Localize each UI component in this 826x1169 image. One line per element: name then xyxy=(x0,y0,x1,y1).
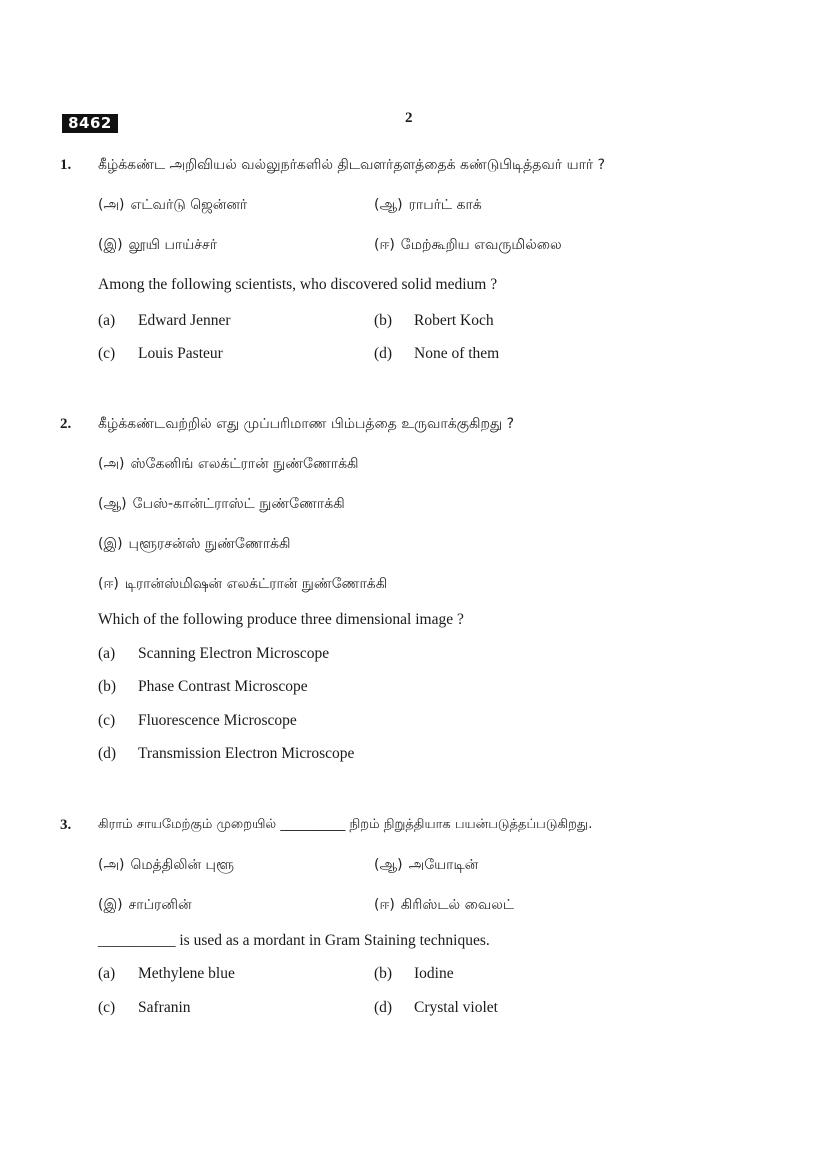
option-label: (ஈ) xyxy=(374,237,395,253)
option-label: (a) xyxy=(98,645,116,662)
option-label: (அ) xyxy=(98,857,125,873)
option-text: சாப்ரனின் xyxy=(128,897,192,913)
option-label: (இ) xyxy=(98,897,123,913)
option-text: கிரிஸ்டல் வைலட் xyxy=(400,897,515,913)
option-label: (d) xyxy=(374,345,393,362)
option-label: (ஆ) xyxy=(374,197,403,213)
english-option-b xyxy=(374,312,494,330)
english-option-b xyxy=(98,678,308,696)
english-option-d xyxy=(374,345,499,363)
tamil-option-c xyxy=(98,897,192,915)
tamil-option-a xyxy=(98,197,247,215)
option-label: (d) xyxy=(98,745,117,762)
tamil-question: கீழ்க்கண்டவற்றில் எது முப்பரிமாண பிம்பத்தை உருவாக்குகிறது ? xyxy=(98,416,515,432)
option-text: ஸ்கேனிங் எலக்ட்ரான் நுண்ணோக்கி xyxy=(130,456,359,472)
option-label: (c) xyxy=(98,999,116,1016)
option-label: (அ) xyxy=(98,456,125,472)
option-text: Methylene blue xyxy=(138,965,235,982)
tamil-option-c xyxy=(98,536,290,554)
english-option-a xyxy=(98,965,235,983)
tamil-option-b xyxy=(98,496,345,514)
english-question: Which of the following produce three dimensional image ? xyxy=(98,611,464,628)
tamil-question: கீழ்க்கண்ட அறிவியல் வல்லுநர்களில் திடவளர்தளத்தைக் கண்டுபிடித்தவர் யார் ? xyxy=(98,157,606,173)
tamil-option-c xyxy=(98,237,217,255)
english-option-b xyxy=(374,965,454,983)
option-label: (a) xyxy=(98,965,116,982)
tamil-option-b xyxy=(374,197,482,215)
option-text: அயோடின் xyxy=(408,857,479,873)
english-option-c xyxy=(98,345,223,363)
option-text: லூயி பாய்ச்சர் xyxy=(128,237,218,253)
option-text: None of them xyxy=(414,345,500,362)
english-option-a xyxy=(98,645,329,663)
option-text: Phase Contrast Microscope xyxy=(138,678,308,695)
option-text: Scanning Electron Microscope xyxy=(138,645,330,662)
tamil-option-a xyxy=(98,456,359,474)
option-label: (d) xyxy=(374,999,393,1016)
page-number: 2 xyxy=(405,110,413,126)
english-option-d xyxy=(374,999,498,1017)
option-text: Louis Pasteur xyxy=(138,345,223,362)
english-question: __________ is used as a mordant in Gram Staining techniques. xyxy=(98,932,490,949)
option-text: Robert Koch xyxy=(414,312,494,329)
option-text: Safranin xyxy=(138,999,191,1016)
paper-code-badge: 8462 xyxy=(62,114,118,133)
option-label: (b) xyxy=(98,678,117,695)
tamil-question: கிராம் சாயமேற்கும் முறையில் __________ நிறம் நிறுத்தியாக பயன்படுத்தப்படுகிறது. xyxy=(98,817,593,832)
tamil-option-d xyxy=(374,237,562,255)
option-label: (b) xyxy=(374,965,393,982)
option-label: (ஈ) xyxy=(98,576,119,592)
english-question: Among the following scientists, who discovered solid medium ? xyxy=(98,276,498,293)
option-label: (b) xyxy=(374,312,393,329)
option-text: மேற்கூறிய எவருமில்லை xyxy=(400,237,562,253)
option-text: புளூரசன்ஸ் நுண்ணோக்கி xyxy=(128,536,291,552)
tamil-option-d xyxy=(374,897,514,915)
option-label: (c) xyxy=(98,712,116,729)
tamil-option-a xyxy=(98,857,234,875)
option-label: (a) xyxy=(98,312,116,329)
option-text: Crystal violet xyxy=(414,999,498,1016)
option-label: (இ) xyxy=(98,536,123,552)
option-text: Edward Jenner xyxy=(138,312,231,329)
question-number: 2. xyxy=(60,416,72,432)
option-text: ராபர்ட் காக் xyxy=(408,197,482,213)
english-option-d xyxy=(98,745,354,763)
option-text: Fluorescence Microscope xyxy=(138,712,297,729)
option-label: (ஈ) xyxy=(374,897,395,913)
option-text: மெத்திலின் புளூ xyxy=(130,857,234,873)
tamil-option-d xyxy=(98,576,387,594)
tamil-option-b xyxy=(374,857,478,875)
option-text: Iodine xyxy=(414,965,454,982)
english-option-c xyxy=(98,999,191,1017)
option-text: எட்வர்டு ஜென்னர் xyxy=(130,197,248,213)
option-text: Transmission Electron Microscope xyxy=(138,745,355,762)
english-option-a xyxy=(98,312,231,330)
option-label: (அ) xyxy=(98,197,125,213)
option-text: டிரான்ஸ்மிஷன் எலக்ட்ரான் நுண்ணோக்கி xyxy=(124,576,388,592)
question-number: 1. xyxy=(60,157,72,173)
question-number: 3. xyxy=(60,817,72,833)
option-text: பேஸ்-கான்ட்ராஸ்ட் நுண்ணோக்கி xyxy=(132,496,345,512)
option-label: (இ) xyxy=(98,237,123,253)
english-option-c xyxy=(98,712,297,730)
option-label: (c) xyxy=(98,345,116,362)
option-label: (ஆ) xyxy=(98,496,127,512)
option-label: (ஆ) xyxy=(374,857,403,873)
